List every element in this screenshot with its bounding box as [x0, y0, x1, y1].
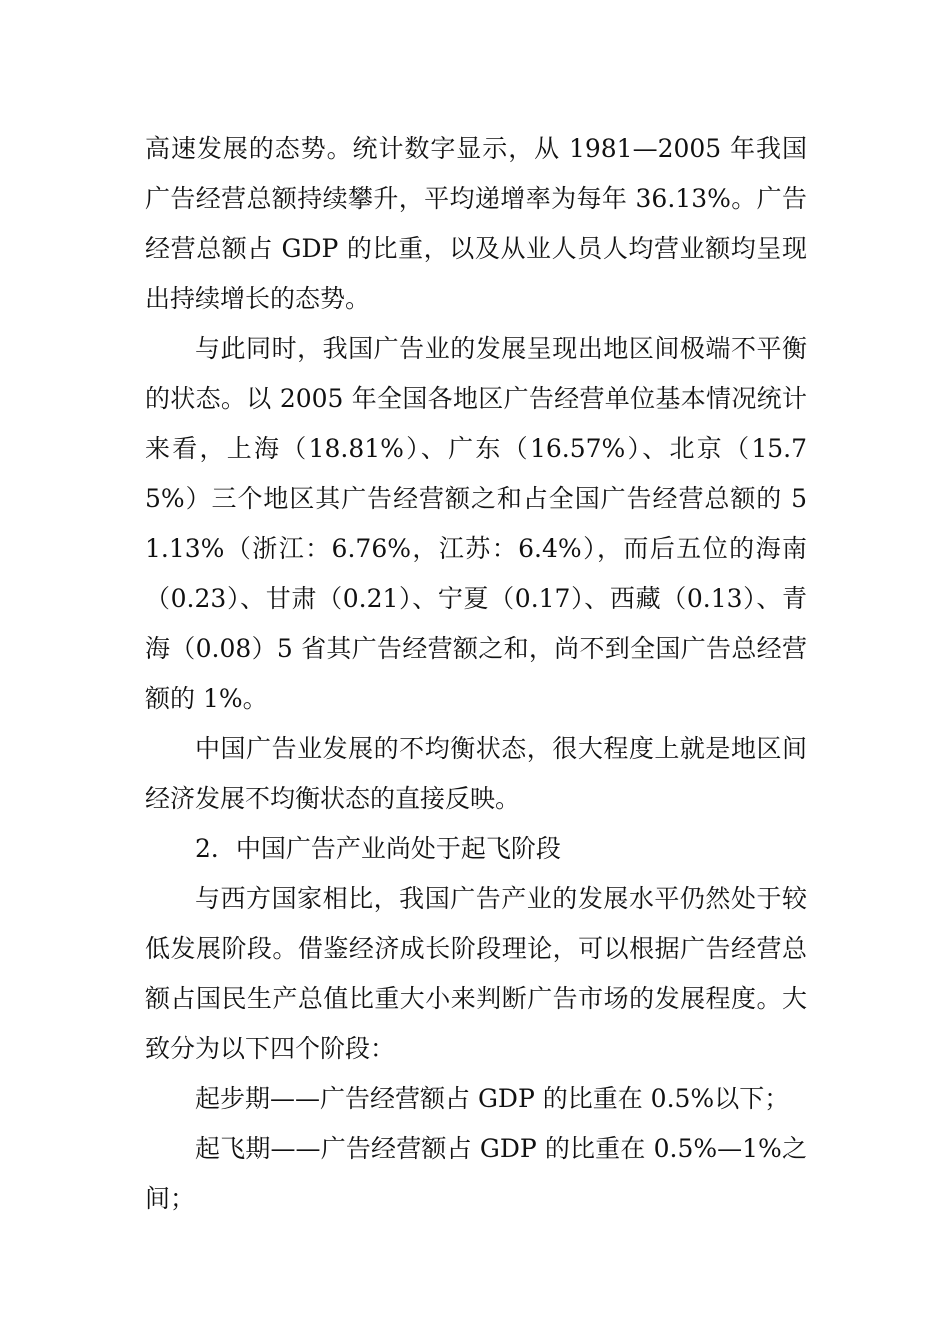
- paragraph-imbalance-reflection: 中国广告业发展的不均衡状态，很大程度上就是地区间经济发展不均衡状态的直接反映。: [145, 734, 807, 813]
- stage-item-takeoff: 起飞期——广告经营额占 GDP 的比重在 0.5%—1%之间；: [145, 1134, 807, 1213]
- paragraph-development-stages: 与西方国家相比，我国广告产业的发展水平仍然处于较低发展阶段。借鉴经济成长阶段理论，可以根据广告经营总额占国民生产总值比重大小来判断广告市场的发展程度。大致分为以下四个阶段：: [145, 884, 807, 1063]
- section-heading: 2．中国广告产业尚处于起飞阶段: [195, 834, 561, 863]
- stage-item-startup: 起步期——广告经营额占 GDP 的比重在 0.5%以下；: [195, 1084, 790, 1113]
- paragraph-regional-imbalance: 与此同时，我国广告业的发展呈现出地区间极端不平衡的状态。以 2005 年全国各地区广告经营单位基本情况统计来看，上海（18.81%）、广东（16.57%）、北京（15.75%）三个地区其广告经营额之和占全国广告经营总额的 51.13%（浙江：6.76%，江苏：6.4%），而后五位的海南（0.23）、甘肃（0.21）、宁夏（0.17）、西藏（0.13）、青海（0.08）5 省其广告经营额之和，尚不到全国广告总经营额的 1%。: [145, 334, 807, 713]
- paragraph-growth-trend: 高速发展的态势。统计数字显示，从 1981—2005 年我国广告经营总额持续攀升，平均递增率为每年 36.13%。广告经营总额占 GDP 的比重，以及从业人员人均营业额均呈现出持续增长的态势。: [145, 134, 807, 313]
- document-page: [145, 124, 807, 1224]
